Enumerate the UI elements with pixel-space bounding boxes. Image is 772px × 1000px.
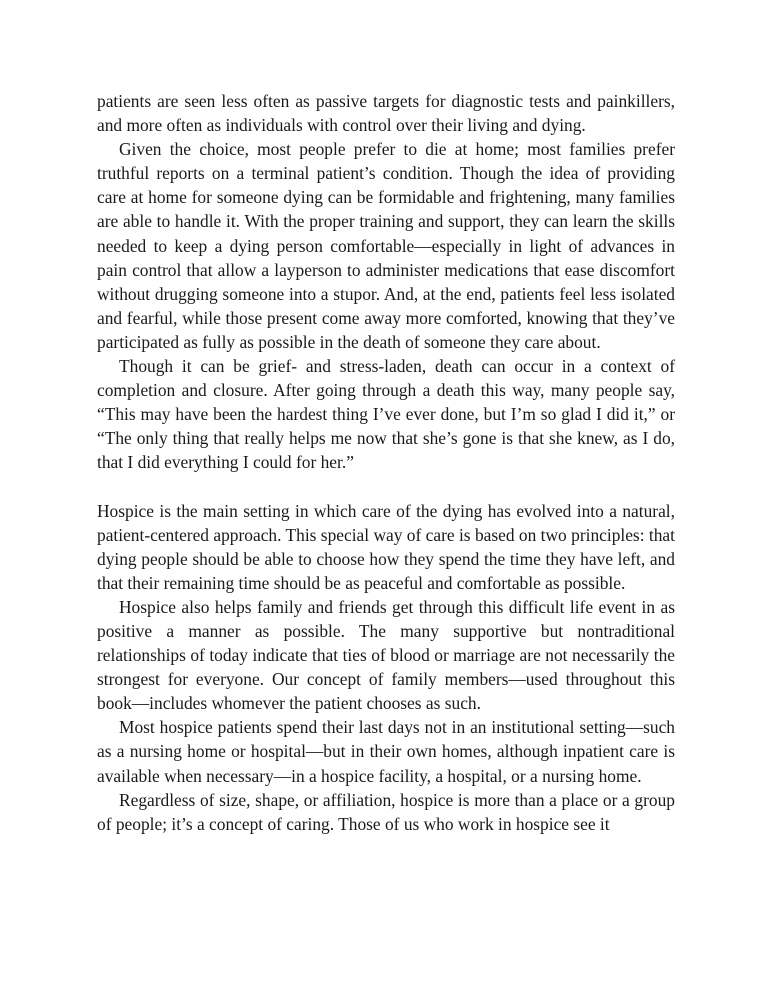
- paragraph-concept: Regardless of size, shape, or affiliation, hospice is more than a place or a group of people; it’s a concept of caring. Those of us who work in hospice see it: [97, 789, 675, 834]
- paragraph-family: Hospice also helps family and friends get through this difficult life event in as positive a manner as possible. The many supportive but nontraditional relationships of today indicate that ties of blood or marriage are not necessarily the strongest for everyone. Our concept of family members—used throughout this book—includes whomever the patient chooses as such.: [97, 596, 675, 714]
- paragraph-home-care: Given the choice, most people prefer to die at home; most families prefer truthful reports on a terminal patient’s condition. Though the idea of providing care at home for someone dying can be formidable and frightening, many families are able to handle it. With the proper training and support, they can learn the skills needed to keep a dying person comfortable—especially in light of advances in pain control that allow a layperson to administer medications that ease discomfort without drugging someone into a stupor. And, at the end, patients feel less isolated and fearful, while those present come away more comforted, knowing that they’ve participated as fully as possible in the death of someone they care about.: [97, 139, 675, 352]
- paragraph-setting: Most hospice patients spend their last days not in an institutional setting—such as a nursing home or hospital—but in their own homes, although inpatient care is available when necessary—in a hospice facility, a hospital, or a nursing home.: [97, 717, 675, 786]
- paragraph-closure: Though it can be grief- and stress-laden, death can occur in a context of completion and closure. After going through a death this way, many people say, “This may have been the hardest thing I’ve ever done, but I’m so glad I did it,” or “The only thing that really helps me now that she’s gone is that she knew, as I do, that I did everything I could for her.”: [97, 356, 675, 473]
- book-page: [97, 89, 675, 836]
- paragraph-hospice-intro: Hospice is the main setting in which care of the dying has evolved into a natural, patient-centered approach. This special way of care is based on two principles: that dying people should be able to choose how they spend the time they have left, and that their remaining time should be as peaceful and comfortable as possible.: [97, 500, 675, 593]
- paragraph-continuation: patients are seen less often as passive targets for diagnostic tests and painkillers, and more often as individuals with control over their living and dying.: [97, 91, 675, 136]
